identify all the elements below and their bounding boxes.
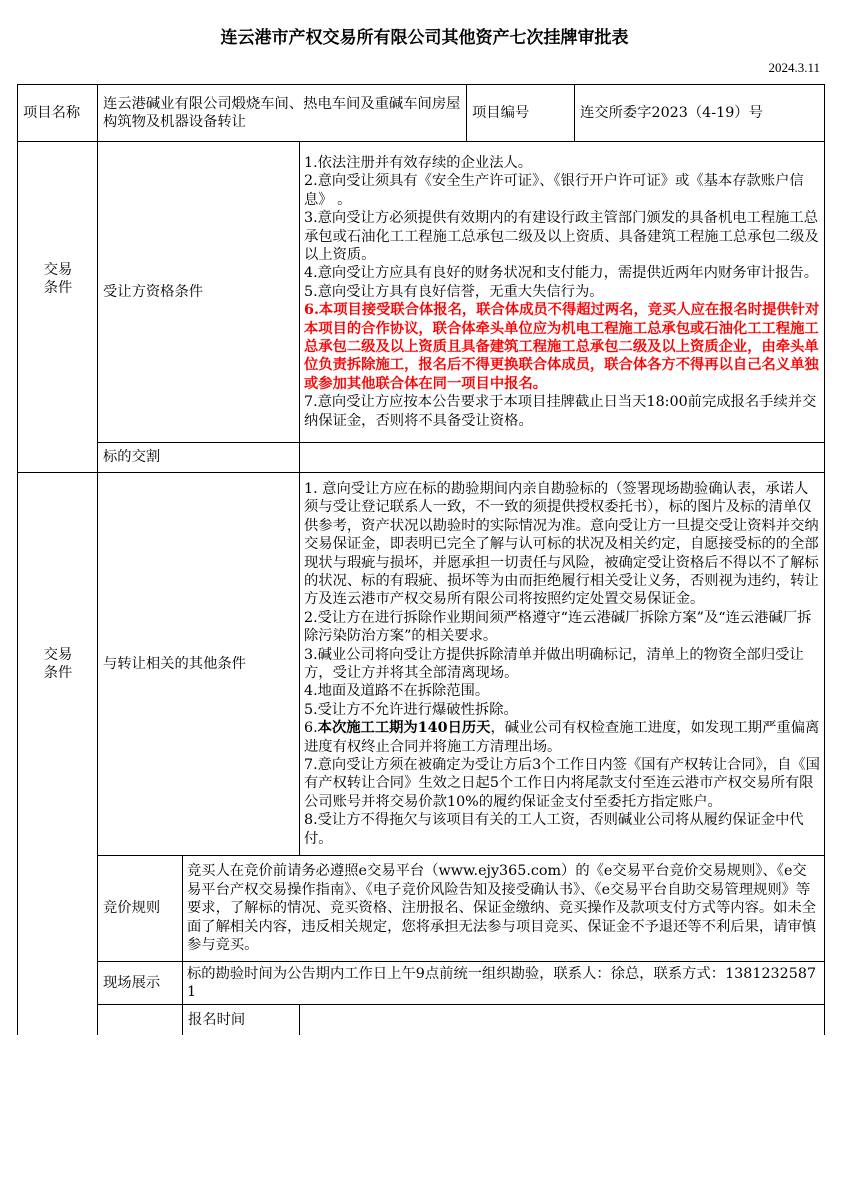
other-conditions-content — [300, 473, 825, 856]
qualification-item: 5.意向受让方具有良好信誉，无重大失信行为。 — [304, 283, 604, 300]
project-number-label: 项目编号 — [467, 85, 575, 142]
other-condition-item: 2.受让方在进行拆除作业期间须严格遵守“连云港碱厂拆除方案”及“连云港碱厂拆除污染防治方案”的相关要求。 — [304, 609, 812, 645]
qualification-item: 3.意向受让方必须提供有效期内的有建设行政主管部门颁发的具备机电工程施工总承包或石油化工工程施工总承包二级及以上资质、具备建筑工程施工总承包二级及以上资质。 — [304, 210, 819, 263]
site-display-label: 现场展示 — [98, 962, 183, 1005]
trade-conditions-label-2 — [18, 473, 98, 1035]
other-condition-item: 1. 意向受让方应在标的勘验期间内亲自勘验标的（签署现场勘验确认表，承诺人须与受让登记联系人一致，不一致的须提供授权委托书），标的图片及标的清单仅供参考，资产状况以勘验时的实际情况为准。意向受让方一旦提交受让资料并交纳交易保证金，即表明已完全了解与认可标的状况及相关约定，自愿接受标的的全部现状与瑕疵与损坏，并愿承担一切责任与风险，被确定受让资格后不得以不了解标的状况、标的有瑕疵、损坏等为由而拒绝履行相关受让义务，否则视为违约，转让方及连云港市产权交易所有限公司将按照约定处置交易保证金。 — [304, 480, 819, 608]
bidding-rules-label: 竞价规则 — [98, 856, 183, 962]
registration-time-label: 报名时间 — [183, 1005, 300, 1035]
delivery-value — [300, 443, 825, 473]
qualification-item-consortium-emphasis: 6.本项目接受联合体报名，联合体成员不得超过两名，竞买人应在报名时提供针对本项目的合作协议，联合体牵头单位应为机电工程施工总承包或石油化工工程施工总承包二级及以上资质且具备建筑工程施工总承包二级及以上资质企业，由牵头单位负责拆除施工，报名后不得更换联合体成员，联合体各方不得再以自己名义单独或参加其他联合体在同一项目中报名。 — [304, 302, 820, 392]
construction-period-emphasis: 本次施工工期为140日历天 — [317, 720, 491, 737]
trade-conditions-label-line: 条件 — [43, 665, 73, 682]
qualification-item: 1.依法注册并有效存续的企业法人。 — [304, 154, 533, 171]
other-condition-item-number: 6. — [304, 720, 318, 737]
project-number-value: 连交所委字2023（4-19）号 — [575, 85, 825, 142]
other-condition-item: 3.碱业公司将向受让方提供拆除清单并做出明确标记，清单上的物资全部归受让方，受让方并将其全部清离现场。 — [304, 646, 804, 681]
other-condition-item-text: ，碱业公司有权检查施工进度，如发现工期严重偏离进度有权终止合同并将施工方清理出场。 — [304, 720, 820, 755]
qualification-item: 7.意向受让方应按本公告要求于本项目挂牌截止日当天18:00前完成报名手续并交纳保证金，否则将不具备受让资格。 — [304, 394, 817, 429]
site-display-content: 标的勘验时间为公告期内工作日上午9点前统一组织勘验，联系人：徐总，联系方式：13812325871 — [183, 962, 825, 1005]
project-name-value: 连云港碱业有限公司煅烧车间、热电车间及重碱车间房屋构筑物及机器设备转让 — [98, 85, 467, 142]
document-title: 连云港市产权交易所有限公司其他资产七次挂牌审批表 — [220, 28, 629, 48]
other-condition-item: 5.受让方不允许进行爆破性拆除。 — [304, 701, 518, 718]
trade-conditions-label-1 — [18, 142, 98, 473]
qualification-item: 2.意向受让须具有《安全生产许可证》、《银行开户许可证》或《基本存款账户信息》 。 — [304, 173, 804, 208]
other-conditions-label: 与转让相关的其他条件 — [98, 473, 300, 856]
qualification-label: 受让方资格条件 — [98, 142, 300, 443]
empty-cell — [98, 1005, 183, 1035]
trade-conditions-label-line: 交易 — [43, 647, 73, 663]
approval-form-table — [17, 84, 825, 1035]
trade-conditions-label-line: 条件 — [43, 280, 73, 297]
delivery-label: 标的交割 — [98, 443, 300, 473]
trade-conditions-label-line: 交易 — [43, 262, 73, 278]
other-condition-item: 4.地面及道路不在拆除范围。 — [304, 683, 490, 700]
bidding-rules-content: 竞买人在竞价前请务必遵照e交易平台（www.ejy365.com）的《e交易平台竞价交易规则》、《e交易平台产权交易操作指南》、《电子竞价风险告知及接受确认书》、《e交易平台自助交易管理规则》等要求，了解标的情况、竞买资格、注册报名、保证金缴纳、竞买操作及款项支付方式等内容。如未全面了解相关内容，违反相关规定，您将承担无法参与项目竞买、保证金不予退还等不利后果，请审慎参与竞买。 — [183, 856, 825, 962]
qualification-content — [300, 142, 825, 443]
other-condition-item: 8.受让方不得拖欠与该项目有关的工人工资，否则碱业公司将从履约保证金中代付。 — [304, 812, 804, 847]
other-condition-item: 7.意向受让方须在被确定为受让方后3个工作日内签《国有产权转让合同》，自《国有产权转让合同》生效之日起5个工作日内将尾款支付至连云港市产权交易所有限公司账号并将交易价款10%的履约保证金支付至委托方指定账户。 — [304, 757, 820, 810]
qualification-item: 4.意向受让方应具有良好的财务状况和支付能力，需提供近两年内财务审计报告。 — [304, 265, 819, 282]
other-condition-item-schedule — [304, 719, 820, 756]
document-date: 2024.3.11 — [768, 60, 820, 75]
project-name-label: 项目名称 — [18, 85, 98, 142]
registration-time-value — [300, 1005, 825, 1035]
